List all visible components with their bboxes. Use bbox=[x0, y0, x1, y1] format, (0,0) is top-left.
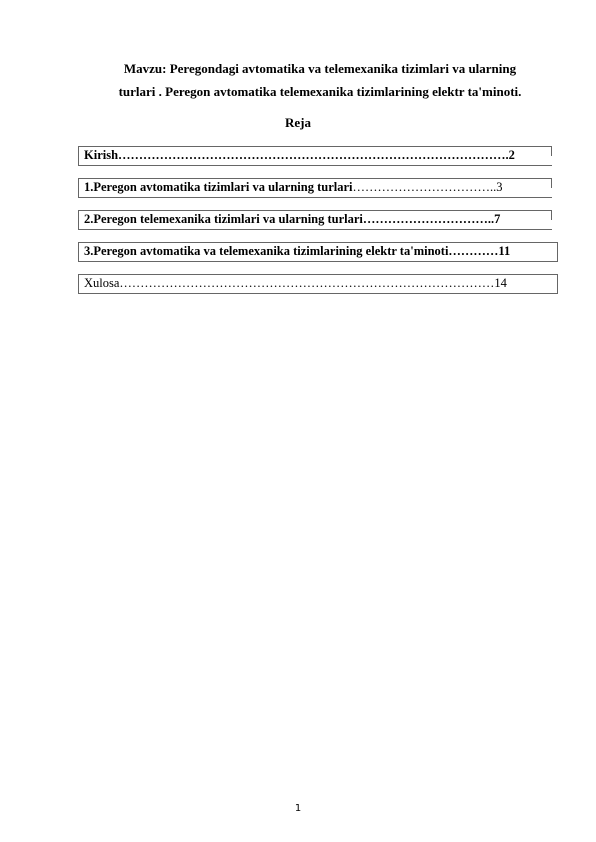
document-title bbox=[78, 57, 562, 103]
page-number: 1 bbox=[294, 803, 302, 814]
toc-entry-chapter-1[interactable] bbox=[78, 178, 552, 198]
toc-entry-text: Kirish………………………………………………………………………………….2 bbox=[84, 148, 515, 162]
toc-entry-text: Xulosa………………………………………………………………………………14 bbox=[84, 276, 507, 290]
toc-entry-text: 1.Peregon avtomatika tizimlari va ularning turlari bbox=[84, 180, 353, 194]
title-line-2: turlari . Peregon avtomatika telemexanika tizimlarining elektr ta'minoti. bbox=[118, 84, 522, 99]
title-line-1: Mavzu: Peregondagi avtomatika va telemexanika tizimlari va ularning bbox=[123, 61, 517, 76]
toc-entry-chapter-3[interactable] bbox=[78, 242, 558, 262]
toc-entry-text: 3.Peregon avtomatika va telemexanika tizimlarining elektr ta'minoti…………11 bbox=[84, 244, 511, 258]
plan-heading: Reja bbox=[285, 115, 311, 130]
toc-entry-chapter-2[interactable] bbox=[78, 210, 552, 230]
toc-entry-text: 2.Peregon telemexanika tizimlari va ularning turlari…………………………..7 bbox=[84, 212, 501, 226]
table-of-contents bbox=[78, 146, 562, 306]
toc-entry-leader: ……………………………..3 bbox=[352, 180, 503, 194]
toc-entry-intro[interactable] bbox=[78, 146, 552, 166]
toc-entry-conclusion[interactable] bbox=[78, 274, 558, 294]
